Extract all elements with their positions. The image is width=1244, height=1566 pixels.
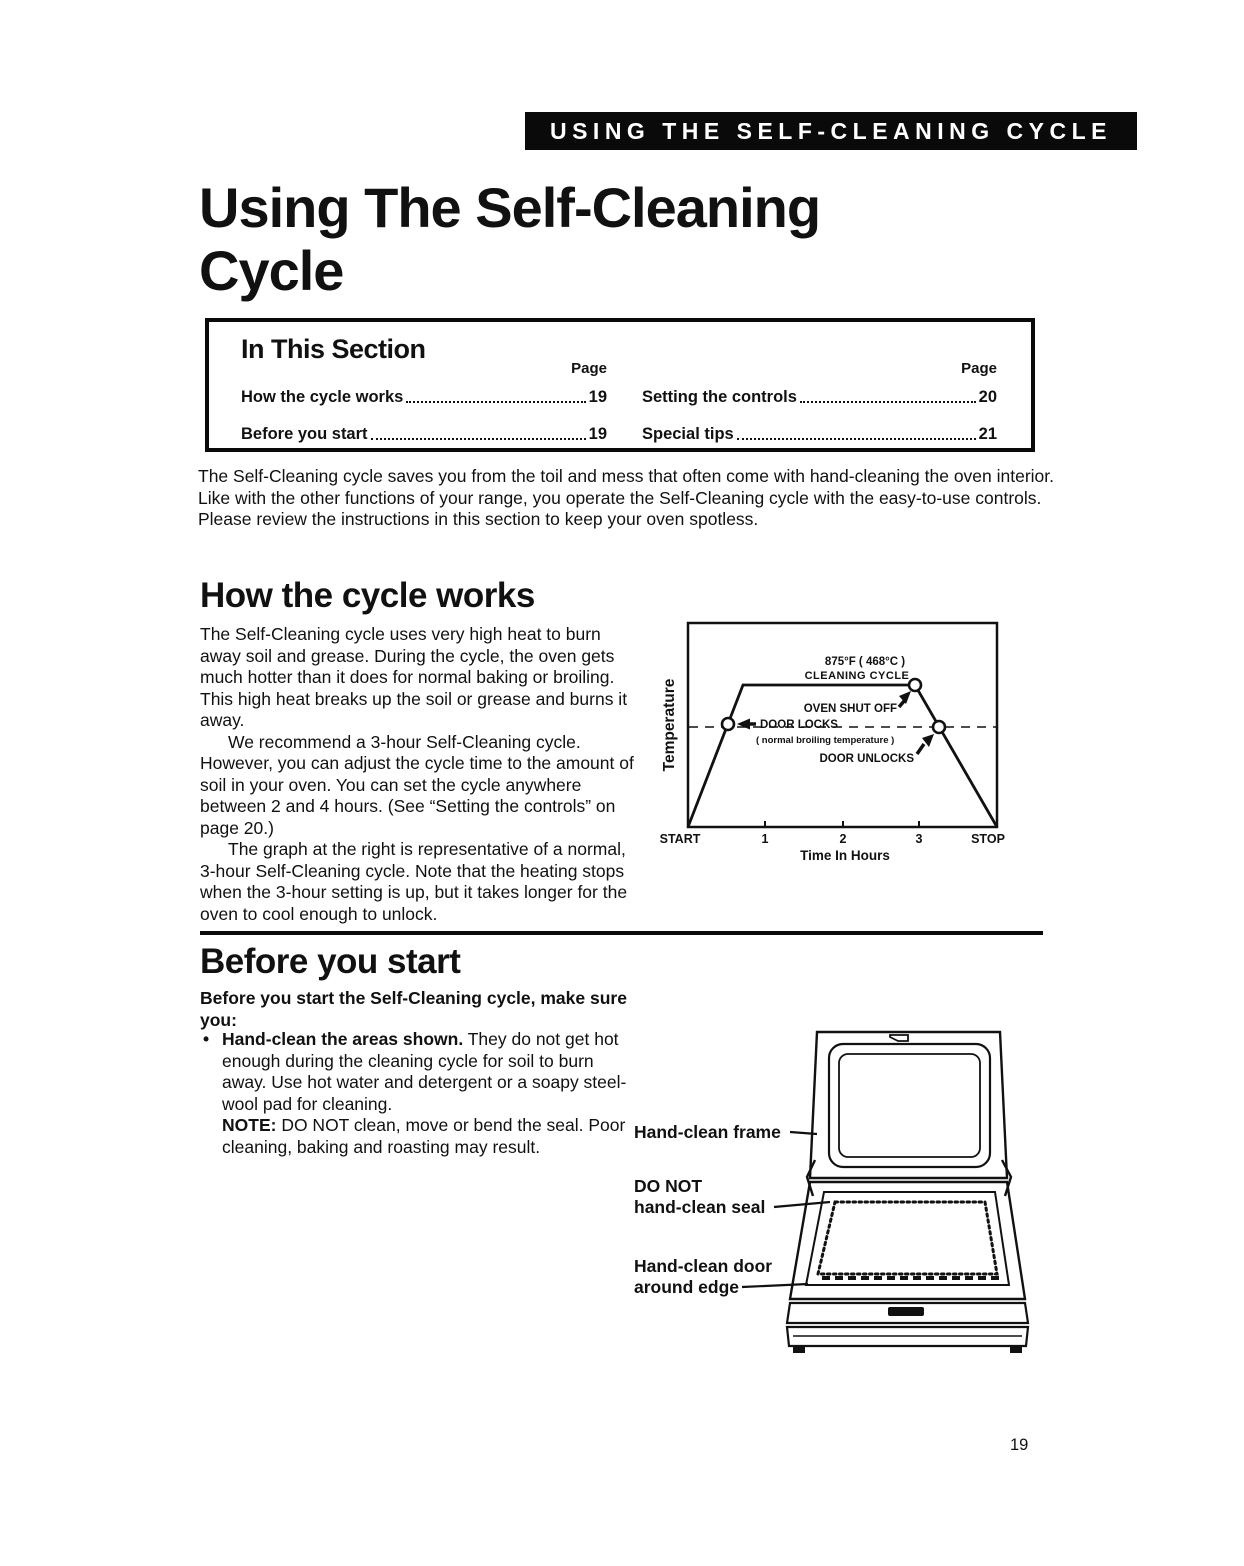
left-foot xyxy=(793,1346,805,1353)
page-title-line2: Cycle xyxy=(199,239,344,302)
note-indent xyxy=(203,1115,222,1158)
toc-page-label: Page xyxy=(571,360,607,377)
toc-dot-leader xyxy=(406,401,585,403)
door-locks-arrowhead xyxy=(737,719,750,730)
page-title xyxy=(199,176,820,302)
how-paragraph-1: The Self-Cleaning cycle uses very high heat to burn away soil and grease. During the cycle, the oven gets much hotter than it does for normal baking or broiling. This high heat breaks up the soil or grease and burns it away. xyxy=(200,624,628,730)
toc-entry-label: How the cycle works xyxy=(241,388,404,406)
note-text xyxy=(222,1115,635,1158)
before-you-start-list xyxy=(203,1029,635,1158)
how-it-works-heading: How the cycle works xyxy=(200,576,535,615)
before-you-start-heading: Before you start xyxy=(200,942,461,981)
door-unlocks-point xyxy=(933,721,945,733)
toc-heading: In This Section xyxy=(241,334,426,364)
toc-entry-label: Special tips xyxy=(642,425,734,443)
oven-shut-off-point xyxy=(909,679,921,691)
toc-column-right xyxy=(642,360,997,461)
before-you-start-lead: Before you start the Self-Cleaning cycle, make sure you: xyxy=(200,988,627,1030)
how-paragraph-2: We recommend a 3-hour Self-Cleaning cycle. However, you can adjust the cycle time to the amount of soil in your oven. You can set the cycle anywhere between 2 and 4 hours. (See “Setting the controls” on page 20.) xyxy=(200,731,634,838)
oven-door-diagram xyxy=(618,1015,1070,1360)
around-edge-label: around edge xyxy=(634,1277,740,1297)
do-not-label: DO NOT xyxy=(634,1176,703,1196)
door-locks-point xyxy=(722,718,734,730)
door-locks-label: DOOR LOCKS xyxy=(760,719,838,731)
intro-paragraph: The Self-Cleaning cycle saves you from the toil and mess that often come with hand-cleaning the oven interior. Like with the other functions of your range, you operate the Self-Cleaning cycle with the easy-to-use controls. Please review the instructions in this section to keep your oven spotless. xyxy=(198,466,1055,529)
broiling-temperature-label: ( normal broiling temperature ) xyxy=(756,735,895,746)
section-divider xyxy=(200,931,1043,935)
toc-entry xyxy=(642,424,997,444)
cleaning-cycle-label: CLEANING CYCLE xyxy=(804,670,910,682)
list-item-bold-lead: Hand-clean the areas shown. xyxy=(222,1029,464,1049)
hand-clean-seal-label: hand-clean seal xyxy=(634,1197,766,1217)
list-item-rest: They do not get hot enough during the cleaning cycle for soil to burn away. Use hot water and detergent or a soapy steel-wool pad for cleaning. xyxy=(222,1029,627,1114)
how-paragraph-3: The graph at the right is representative of a normal, 3-hour Self-Cleaning cycle. Note that the heating stops when the 3-hour setting is up, but it takes longer for the oven to cool enough to unlock. xyxy=(200,839,628,924)
door-seal-gasket xyxy=(818,1202,997,1274)
x-tick-stop: STOP xyxy=(971,832,1005,846)
toc-entry-label: Setting the controls xyxy=(642,388,797,406)
toc-entry xyxy=(241,424,607,444)
door-latch xyxy=(890,1035,908,1041)
door-leader-line xyxy=(742,1284,808,1287)
list-item-text xyxy=(222,1029,635,1115)
toc-column-left xyxy=(241,360,607,461)
page-title-line1: Using The Self-Cleaning xyxy=(199,176,821,239)
toc-entry-page: 20 xyxy=(978,388,997,406)
oven-door xyxy=(790,1182,1025,1299)
how-it-works-text xyxy=(200,624,636,925)
door-handle xyxy=(888,1307,924,1316)
note-paragraph xyxy=(203,1115,635,1158)
toc-entry-page: 21 xyxy=(978,425,997,443)
door-unlocks-label: DOOR UNLOCKS xyxy=(819,753,914,765)
toc-box xyxy=(205,318,1035,452)
section-banner: USING THE SELF-CLEANING CYCLE xyxy=(525,112,1137,150)
right-foot xyxy=(1010,1346,1022,1353)
toc-dot-leader xyxy=(800,401,976,403)
peak-temperature-label: 875°F ( 468°C ) xyxy=(824,656,906,668)
toc-entry-page: 19 xyxy=(588,425,607,443)
toc-entry xyxy=(241,387,607,407)
hand-clean-door-label: Hand-clean door xyxy=(634,1256,773,1276)
x-tick-2: 2 xyxy=(839,832,847,846)
y-axis-label: Temperature xyxy=(661,678,678,772)
toc-entry-label: Before you start xyxy=(241,425,368,443)
page-number: 19 xyxy=(1010,1436,1029,1454)
door-unlocks-arrow xyxy=(917,744,924,754)
note-rest: DO NOT clean, move or bend the seal. Poor cleaning, baking and roasting may result. xyxy=(222,1115,626,1157)
oven-window-opening xyxy=(839,1054,980,1157)
oven-shut-off-label: OVEN SHUT OFF xyxy=(803,703,897,715)
hand-clean-frame-label: Hand-clean frame xyxy=(634,1122,781,1142)
bullet-icon: • xyxy=(203,1029,210,1049)
door-window-frame xyxy=(806,1192,1009,1285)
x-axis-label: Time In Hours xyxy=(800,848,890,863)
toc-dot-leader xyxy=(737,438,976,440)
cleaning-cycle-graph xyxy=(650,615,1030,865)
x-tick-3: 3 xyxy=(915,832,923,846)
x-tick-start: START xyxy=(659,832,701,846)
toc-page-label: Page xyxy=(961,360,997,377)
toc-entry xyxy=(642,387,997,407)
note-bold-lead: NOTE: xyxy=(222,1115,277,1135)
list-item xyxy=(203,1029,635,1115)
oven-frame-inner xyxy=(829,1044,990,1167)
toc-dot-leader xyxy=(371,438,586,440)
shut-off-arrowhead xyxy=(899,691,911,704)
x-tick-1: 1 xyxy=(761,832,769,846)
toc-entry-page: 19 xyxy=(588,388,607,406)
